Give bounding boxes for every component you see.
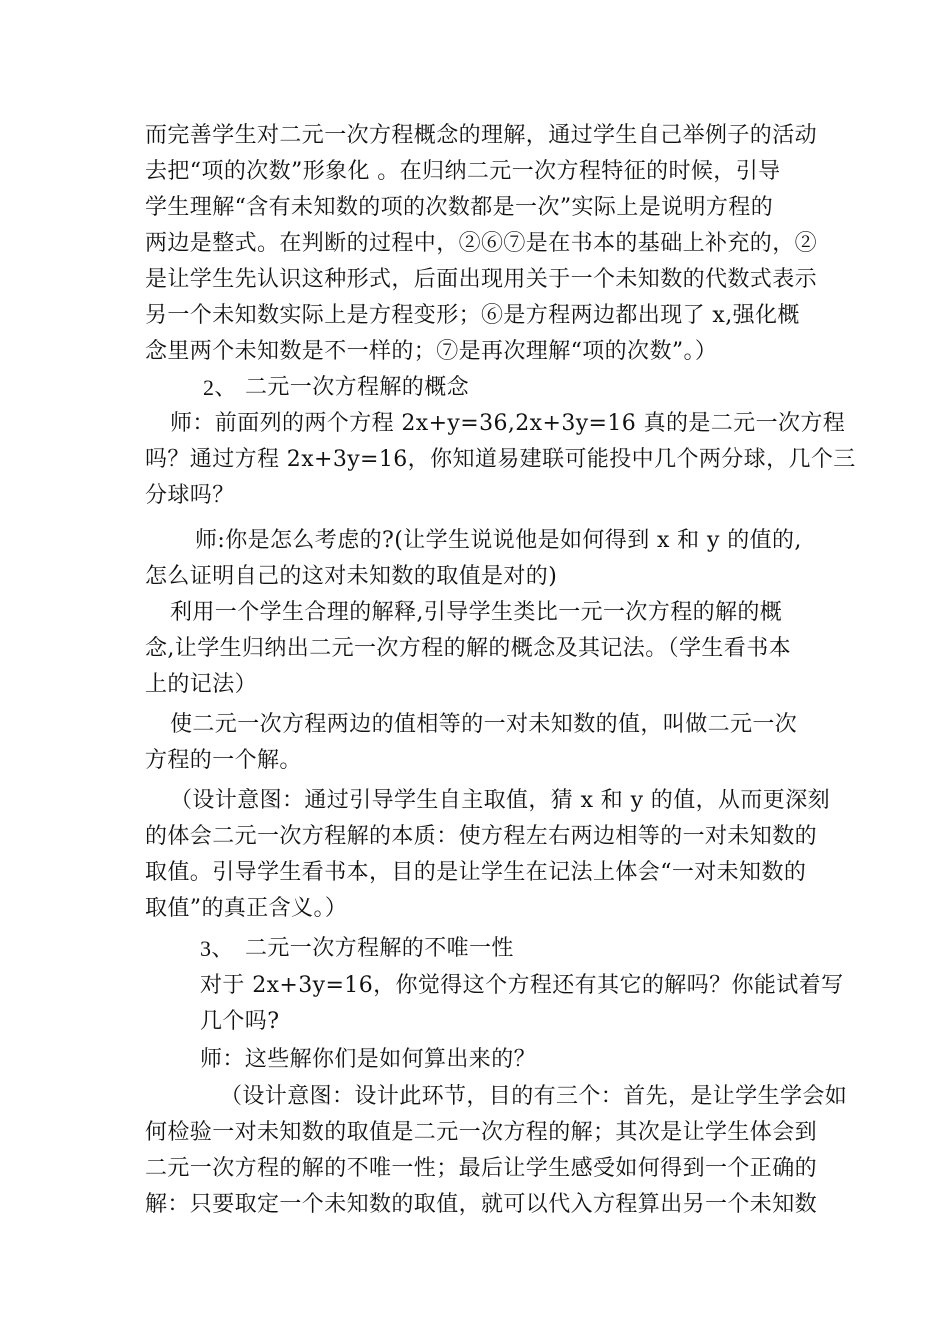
teacher-question: 师:你是怎么考虑的?(让学生说说他是如何得到 x 和 y 的值的, <box>195 528 802 553</box>
design-intent: （设计意图：设计此环节，目的有三个：首先，是让学生学会如 <box>220 1084 848 1109</box>
paragraph-line: 学生理解“含有未知数的项的次数都是一次”实际上是说明方程的 <box>145 195 774 220</box>
design-intent: （设计意图：通过引导学生自主取值，猜 x 和 y 的值，从而更深刻 <box>170 788 831 813</box>
question-text: 几个吗? <box>200 1009 280 1034</box>
paragraph-line: 去把“项的次数”形象化 。在归纳二元一次方程特征的时候，引导 <box>145 159 781 184</box>
paragraph-line: 另一个未知数实际上是方程变形；⑥是方程两边都出现了 x,强化概 <box>145 303 800 328</box>
paragraph-line: 念里两个未知数是不一样的；⑦是再次理解“项的次数”。） <box>145 339 718 364</box>
design-intent: 二元一次方程的解的不唯一性；最后让学生感受如何得到一个正确的 <box>145 1156 818 1181</box>
design-intent: 取值。引导学生看书本，目的是让学生在记法上体会“一对未知数的 <box>145 860 807 885</box>
paragraph-line: 念,让学生归纳出二元一次方程的解的概念及其记法。（学生看书本 <box>145 636 791 661</box>
question-text: 对于 2x+3y=16，你觉得这个方程还有其它的解吗？你能试着写 <box>200 973 844 998</box>
paragraph-line: 而完善学生对二元一次方程概念的理解，通过学生自己举例子的活动 <box>145 123 818 148</box>
teacher-question: 师：这些解你们是如何算出来的？ <box>200 1047 537 1072</box>
definition-text: 方程的一个解。 <box>145 748 302 773</box>
teacher-question: 分球吗？ <box>145 483 235 508</box>
section-heading: 二元一次方程解的不唯一性 <box>245 936 514 961</box>
paragraph-line: 上的记法） <box>145 672 258 697</box>
paragraph-line: 两边是整式。在判断的过程中，②⑥⑦是在书本的基础上补充的，② <box>145 231 818 256</box>
paragraph-line: 是让学生先认识这种形式，后面出现用关于一个未知数的代数式表示 <box>145 267 818 292</box>
section-heading: 二元一次方程解的概念 <box>245 375 470 400</box>
design-intent: 解：只要取定一个未知数的取值，就可以代入方程算出另一个未知数 <box>145 1192 818 1217</box>
teacher-question: 怎么证明自己的这对未知数的取值是对的) <box>145 564 558 589</box>
teacher-question: 师：前面列的两个方程 2x+y=36,2x+3y=16 真的是二元一次方程 <box>170 411 846 436</box>
teacher-question: 吗？通过方程 2x+3y=16，你知道易建联可能投中几个两分球，几个三 <box>145 447 856 472</box>
design-intent: 取值”的真正含义。） <box>145 896 348 921</box>
section-number: 2、 <box>203 375 237 400</box>
definition-text: 使二元一次方程两边的值相等的一对未知数的值，叫做二元一次 <box>170 712 798 737</box>
design-intent: 何检验一对未知数的取值是二元一次方程的解；其次是让学生体会到 <box>145 1120 818 1145</box>
design-intent: 的体会二元一次方程解的本质：使方程左右两边相等的一对未知数的 <box>145 824 818 849</box>
paragraph-line: 利用一个学生合理的解释,引导学生类比一元一次方程的解的概 <box>170 600 783 625</box>
section-number: 3、 <box>200 936 234 961</box>
